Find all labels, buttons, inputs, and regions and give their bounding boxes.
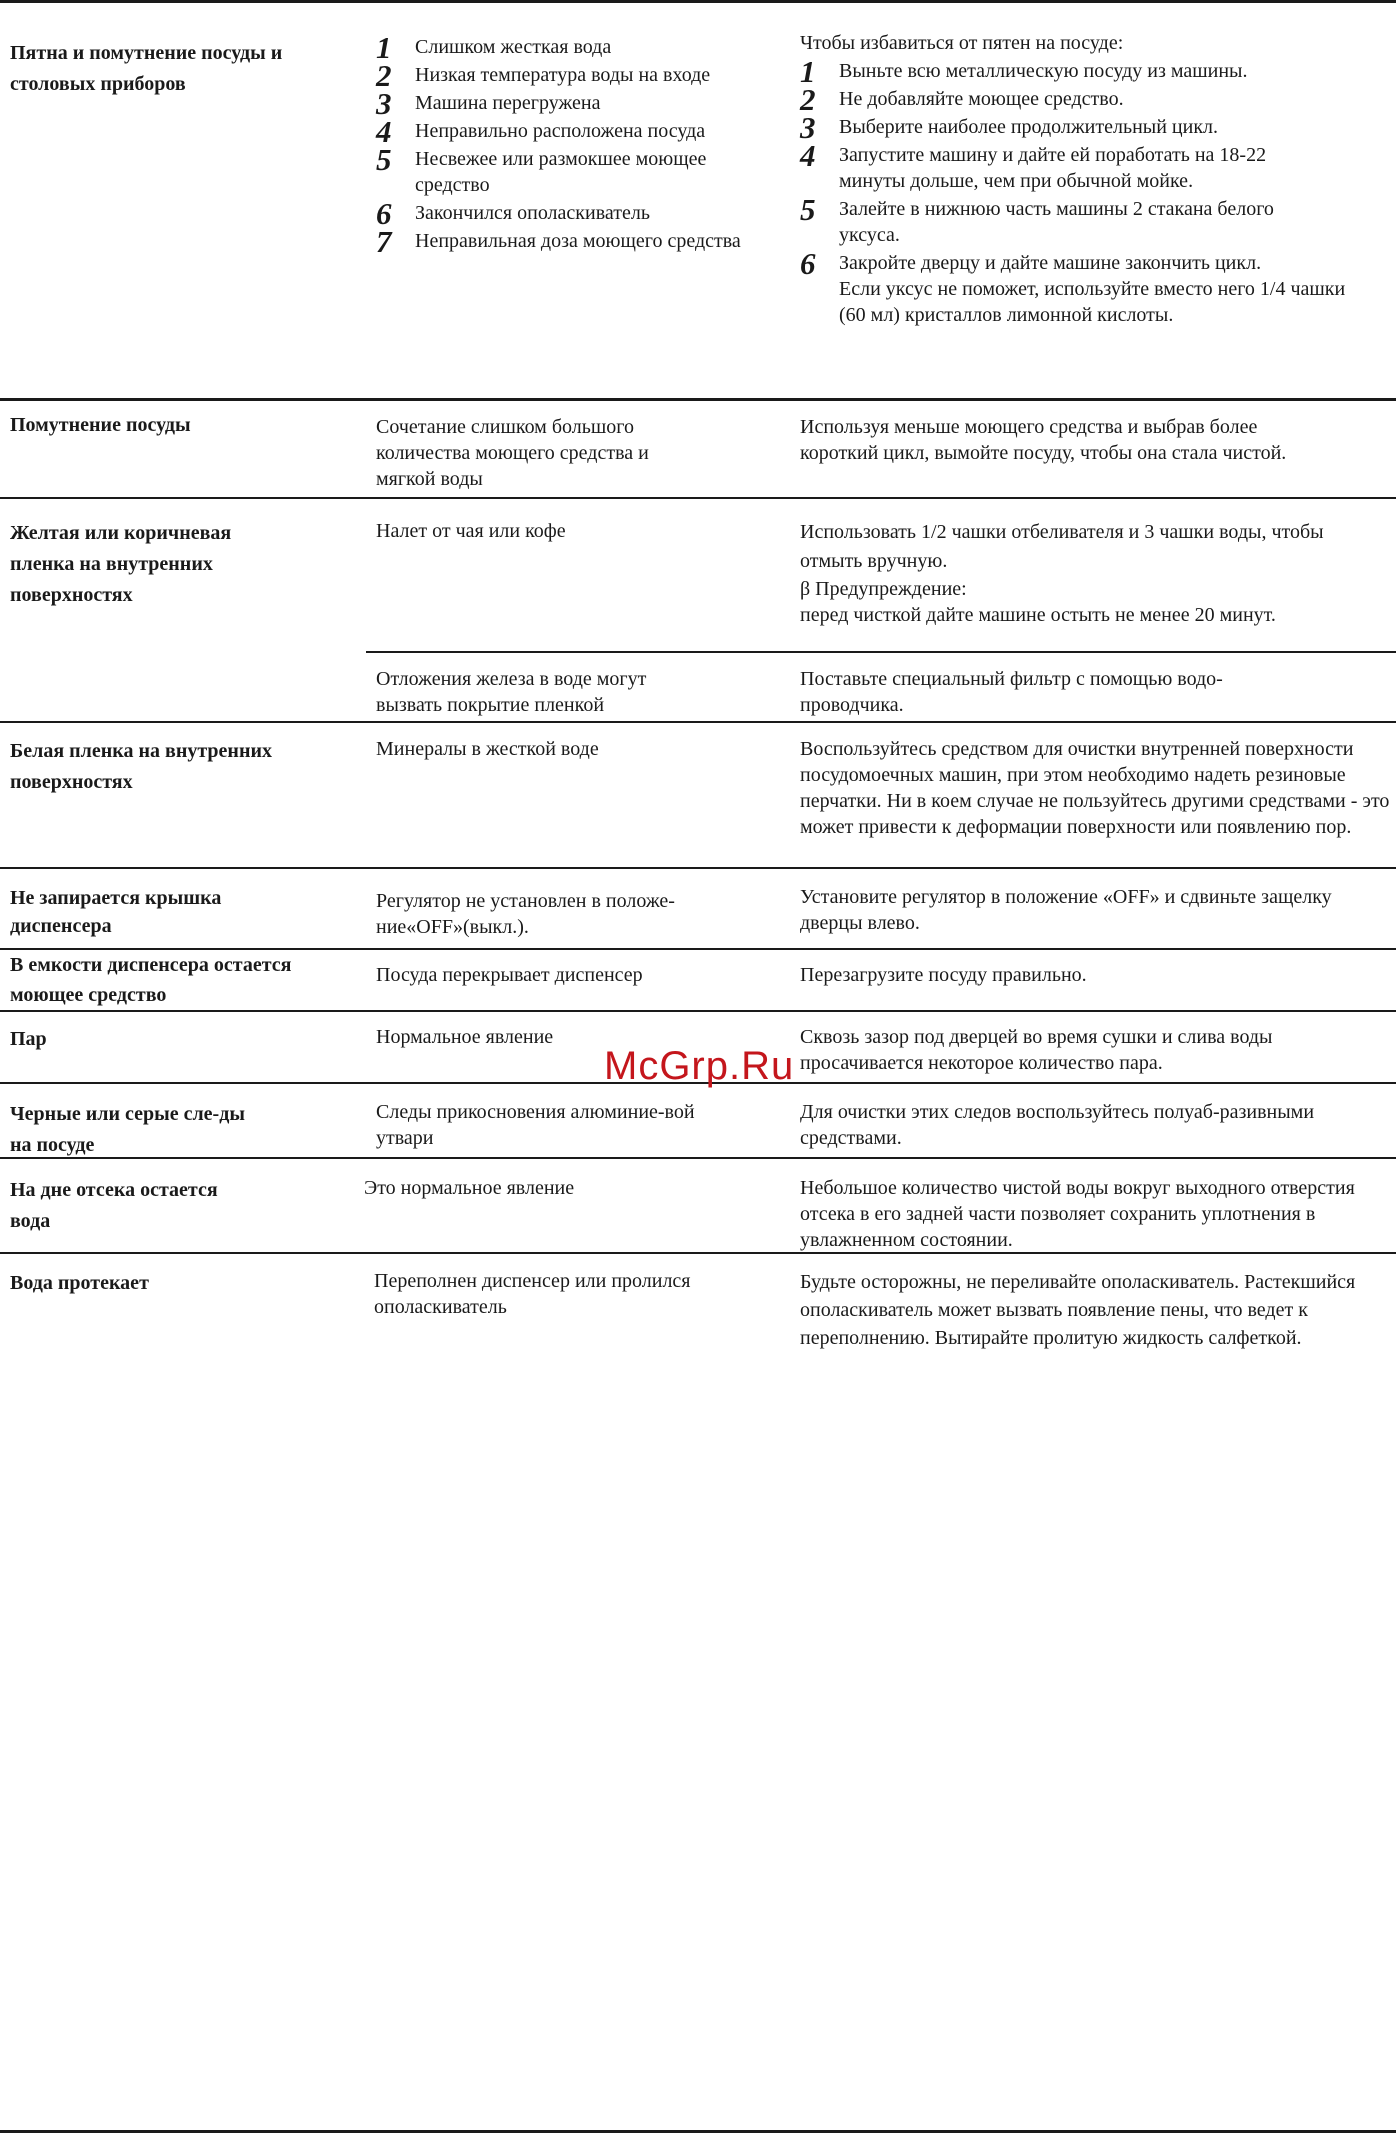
problem-cell: В емкости диспенсера остается моющее средство xyxy=(10,954,292,1006)
item-number: 4 xyxy=(376,114,392,149)
solution-step xyxy=(800,138,1309,194)
solution-step xyxy=(800,192,1309,248)
problem-cell: Вода протекает xyxy=(10,1272,149,1294)
solution-cell xyxy=(800,518,1340,628)
watermark: McGrp.Ru xyxy=(604,1044,795,1088)
item-number: 5 xyxy=(376,142,392,177)
cause-item xyxy=(376,30,756,65)
problem-cell: Желтая или коричневая пленка на внутренних поверхностях xyxy=(10,522,232,606)
bottom-rule xyxy=(0,2130,1396,2133)
problem-cell: Пар xyxy=(10,1028,47,1050)
cause-cell: Посуда перекрывает диспенсер xyxy=(376,964,643,986)
cause-text: Низкая температура воды на входе xyxy=(415,64,711,86)
step-text: Не добавляйте моющее средство. xyxy=(839,88,1124,110)
problem-cell: Белая пленка на внутренних поверхностях xyxy=(10,740,272,793)
item-number: 3 xyxy=(376,86,392,121)
cause-cell: Переполнен диспенсер или пролился ополаскиватель xyxy=(374,1270,691,1318)
cause-text: Несвежее или размокшее моющее средство xyxy=(415,148,707,196)
row-divider xyxy=(0,721,1396,723)
problem-cell: Черные или серые сле-ды на посуде xyxy=(10,1103,245,1156)
solution-cell: Воспользуйтесь средством для очистки внутренней поверхности посудомоечных машин, при этом необходимо надеть резиновые перчатки. Ни в коем случае не пользуйтесь другими средствами - это может привести к деформации поверхности или появлению пор. xyxy=(800,738,1390,838)
solution-step xyxy=(800,110,1385,145)
cause-item xyxy=(376,142,756,198)
solution-step xyxy=(800,54,1385,89)
causes-list xyxy=(376,30,756,259)
step-text: Запустите машину и дайте ей поработать на 18-22 минуты дольше, чем при обычной мойке. xyxy=(839,144,1267,192)
cause-cell: Минералы в жесткой воде xyxy=(376,738,599,760)
cause-text: Машина перегружена xyxy=(415,92,601,114)
item-number: 2 xyxy=(376,58,392,93)
cause-cell: Сочетание слишком большого количества моющего средства и мягкой воды xyxy=(376,416,649,490)
solution-text: Использовать 1/2 чашки отбеливателя и 3 чашки воды, чтобы отмыть вручную. xyxy=(800,521,1324,572)
cause-item xyxy=(376,86,756,121)
problem-cell: Не запирается крышка диспенсера xyxy=(10,887,222,937)
solution-step xyxy=(800,82,1385,117)
step-number: 5 xyxy=(800,192,816,227)
step-number: 3 xyxy=(800,110,816,145)
solution-cell: Установите регулятор в положение «OFF» и сдвиньте защелку дверцы влево. xyxy=(800,886,1332,934)
cause-text: Неправильная доза моющего средства xyxy=(415,230,741,252)
row-divider xyxy=(0,1010,1396,1012)
step-number: 1 xyxy=(800,54,816,89)
step-text: Залейте в нижнюю часть машины 2 стакана белого уксуса. xyxy=(839,198,1274,246)
cause-cell: Нормальное явление xyxy=(376,1026,554,1048)
problem-cell: На дне отсека остается вода xyxy=(10,1179,218,1232)
cause-item xyxy=(376,224,756,259)
row-divider xyxy=(366,651,1396,653)
cause-item xyxy=(376,114,756,149)
cause-text: Неправильно расположена посуда xyxy=(415,120,706,142)
step-number: 6 xyxy=(800,246,816,281)
step-text: Выберите наиболее продолжительный цикл. xyxy=(839,116,1219,138)
solution-step xyxy=(800,246,1385,281)
solution-cell xyxy=(800,30,1385,328)
cause-item xyxy=(376,196,756,231)
cause-cell: Налет от чая или кофе xyxy=(376,520,566,542)
solution-cell: Поставьте специальный фильтр с помощью водо-проводчика. xyxy=(800,668,1223,716)
problem-cell: Помутнение посуды xyxy=(10,414,191,436)
cause-cell: Следы прикосновения алюминие-вой утвари xyxy=(376,1101,695,1149)
cause-text: Слишком жесткая вода xyxy=(415,36,612,58)
cause-cell: Регулятор не установлен в положе-ние«OFF»(выкл.). xyxy=(376,890,675,938)
solution-note: Если уксус не поможет, используйте вместо него 1/4 чашки (60 мл) кристаллов лимонной кислоты. xyxy=(839,278,1346,326)
warning-label: β Предупреждение: xyxy=(800,578,967,600)
step-number: 2 xyxy=(800,82,816,117)
step-text: Выньте всю металлическую посуду из машины. xyxy=(839,60,1248,82)
row-divider xyxy=(0,867,1396,869)
warning-text: перед чисткой дайте машине остыть не менее 20 минут. xyxy=(800,604,1276,626)
cause-text: Закончился ополаскиватель xyxy=(415,202,650,224)
solution-cell: Сквозь зазор под дверцей во время сушки и слива воды просачивается некоторое количество пара. xyxy=(800,1026,1273,1074)
cause-cell: Отложения железа в воде могут вызвать покрытие пленкой xyxy=(376,668,647,716)
solution-cell: Используя меньше моющего средства и выбрав более короткий цикл, вымойте посуду, чтобы она стала чистой. xyxy=(800,416,1287,464)
cause-cell: Это нормальное явление xyxy=(364,1177,575,1199)
top-rule xyxy=(0,0,1396,3)
item-number: 6 xyxy=(376,196,392,231)
step-text: Закройте дверцу и дайте машине закончить цикл. xyxy=(839,252,1262,274)
row-divider xyxy=(0,398,1396,401)
step-number: 4 xyxy=(800,138,816,173)
solution-cell: Для очистки этих следов воспользуйтесь полуаб-разивными средствами. xyxy=(800,1101,1315,1149)
solution-cell: Перезагрузите посуду правильно. xyxy=(800,964,1087,986)
solution-cell: Будьте осторожны, не переливайте ополаскиватель. Растекшийся ополаскиватель может вызвать появление пены, что ведет к переполнению. Вытирайте пролитую жидкость салфеткой. xyxy=(800,1271,1356,1349)
cause-item xyxy=(376,58,756,93)
item-number: 7 xyxy=(376,224,392,259)
solution-intro: Чтобы избавиться от пятен на посуде: xyxy=(800,32,1124,54)
row-divider xyxy=(0,497,1396,499)
item-number: 1 xyxy=(376,30,392,65)
problem-cell: Пятна и помутнение посуды и столовых приборов xyxy=(10,42,283,95)
solution-cell: Небольшое количество чистой воды вокруг выходного отверстия отсека в его задней части позволяет сохранить уплотнения в увлажненном состоянии. xyxy=(800,1177,1355,1251)
